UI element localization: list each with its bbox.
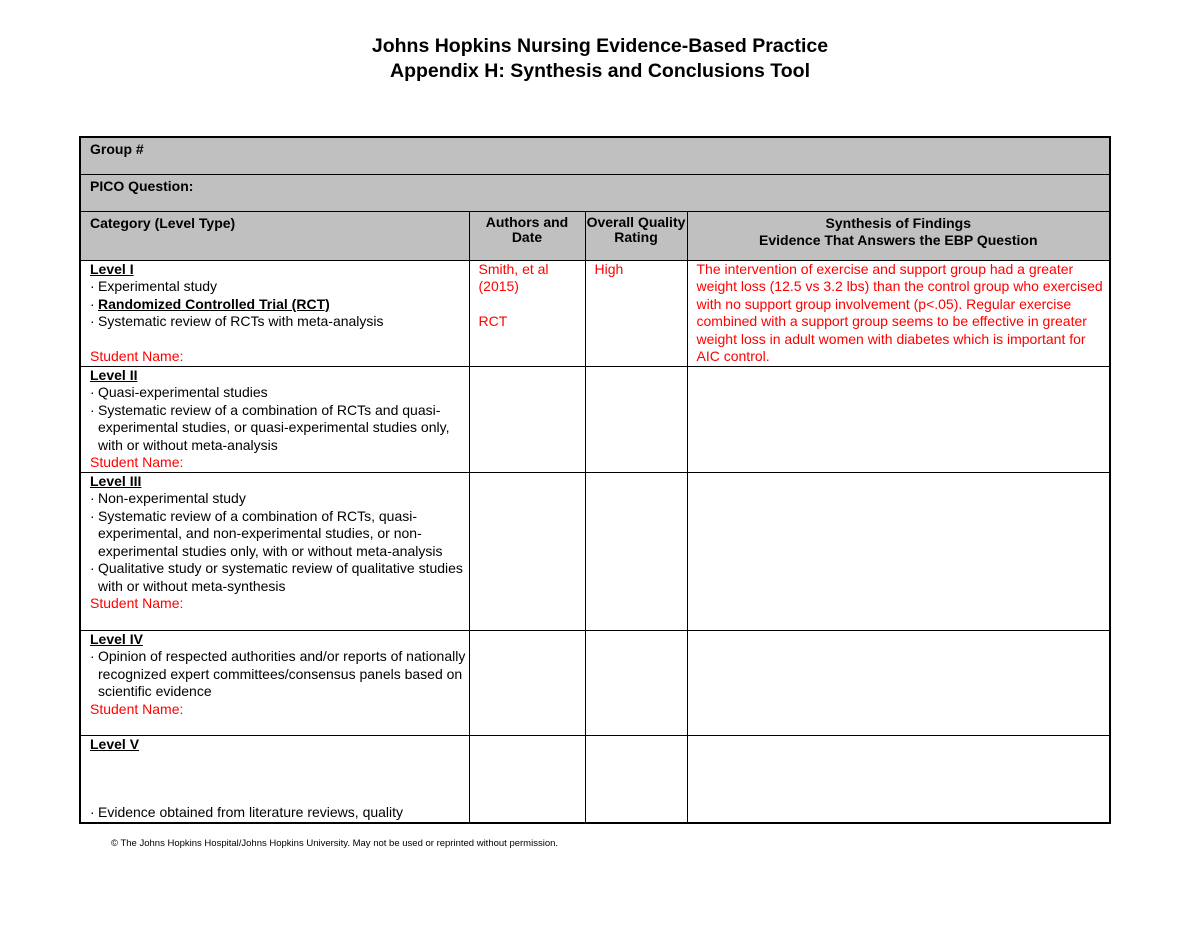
synthesis-table <box>79 136 1111 824</box>
level-3-authors[interactable] <box>469 472 585 630</box>
level-2-category <box>80 366 469 472</box>
level-2-item-1: · Quasi-experimental studies <box>90 384 268 400</box>
level-4-title: Level IV <box>90 630 143 647</box>
synthesis-header-line1: Synthesis of Findings <box>825 214 971 231</box>
level-1-title: Level I <box>90 260 134 277</box>
level-1-student-name[interactable]: Student Name: <box>90 347 184 364</box>
level-1-authors[interactable] <box>469 260 585 366</box>
level-4-student-name[interactable]: Student Name: <box>90 700 184 717</box>
level-5-row <box>80 735 1110 823</box>
level-4-item-1: · Opinion of respected authorities and/or reports of nationally recognized expert committees/consensus panels based on scientific evidence <box>90 648 466 699</box>
group-label[interactable]: Group # <box>80 137 1110 174</box>
level-5-quality[interactable] <box>585 735 687 823</box>
level-3-item-1: · Non-experimental study <box>90 490 246 506</box>
level-3-row <box>80 472 1110 630</box>
pico-question-label[interactable]: PICO Question: <box>80 174 1110 211</box>
pico-row <box>80 174 1110 211</box>
level-4-row <box>80 630 1110 735</box>
level-4-category <box>80 630 469 735</box>
level-2-item-2: · Systematic review of a combination of RCTs and quasi-experimental studies, or quasi-experimental studies only, with or without meta-analysis <box>90 401 450 453</box>
level-1-authors-date: Smith, et al (2015) <box>478 260 549 294</box>
level-5-item-1: · Evidence obtained from literature reviews, quality <box>90 804 404 820</box>
level-1-row <box>80 260 1110 366</box>
level-3-item-2: · Systematic review of a combination of RCTs, quasi-experimental, and non-experimental studies, or non-experimental studies only, with or without meta-analysis <box>90 507 443 559</box>
level-1-item-1: · Experimental study <box>90 278 218 294</box>
category-header: Category (Level Type) <box>80 211 469 260</box>
level-3-category <box>80 472 469 630</box>
copyright-footer: © The Johns Hopkins Hospital/Johns Hopkins University. May not be used or reprinted without permission. <box>111 838 559 849</box>
synthesis-header <box>687 211 1110 260</box>
level-4-synthesis[interactable] <box>687 630 1110 735</box>
group-row <box>80 137 1110 174</box>
level-1-study-type: RCT <box>478 313 508 329</box>
level-2-student-name[interactable]: Student Name: <box>90 454 184 470</box>
authors-header: Authors and Date <box>469 211 585 260</box>
level-3-item-3: · Qualitative study or systematic review of qualitative studies with or without meta-synthesis <box>90 560 463 594</box>
level-5-category <box>80 735 469 823</box>
synthesis-header-line2: Evidence That Answers the EBP Question <box>759 232 1038 248</box>
level-5-authors[interactable] <box>469 735 585 823</box>
level-1-category <box>80 260 469 366</box>
document-subtitle: Appendix H: Synthesis and Conclusions Tool <box>389 60 810 82</box>
level-3-student-name[interactable]: Student Name: <box>90 595 184 611</box>
level-3-title: Level III <box>90 472 142 489</box>
level-2-synthesis[interactable] <box>687 366 1110 472</box>
level-2-title: Level II <box>90 366 138 383</box>
quality-header: Overall Quality Rating <box>585 211 687 260</box>
level-5-title: Level V <box>90 735 140 752</box>
level-4-authors[interactable] <box>469 630 585 735</box>
level-4-quality[interactable] <box>585 630 687 735</box>
level-1-item-2: · Randomized Controlled Trial (RCT) <box>90 295 330 312</box>
document-title: Johns Hopkins Nursing Evidence-Based Practice <box>371 35 829 57</box>
level-1-quality[interactable]: High <box>585 260 687 366</box>
level-1-item-3: · Systematic review of RCTs with meta-analysis <box>90 313 384 329</box>
level-2-authors[interactable] <box>469 366 585 472</box>
level-2-quality[interactable] <box>585 366 687 472</box>
column-header-row <box>80 211 1110 260</box>
level-5-synthesis[interactable] <box>687 735 1110 823</box>
level-3-synthesis[interactable] <box>687 472 1110 630</box>
level-2-row <box>80 366 1110 472</box>
level-1-synthesis[interactable]: The intervention of exercise and support group had a greater weight loss (12.5 vs 3.2 lbs) than the control group who exercised with no support group involvement (p<.05). Regular exercise combined with a support group seems to be effective in greater weight loss in adult women with diabetes which is important for AIC control. <box>687 260 1110 366</box>
level-3-quality[interactable] <box>585 472 687 630</box>
